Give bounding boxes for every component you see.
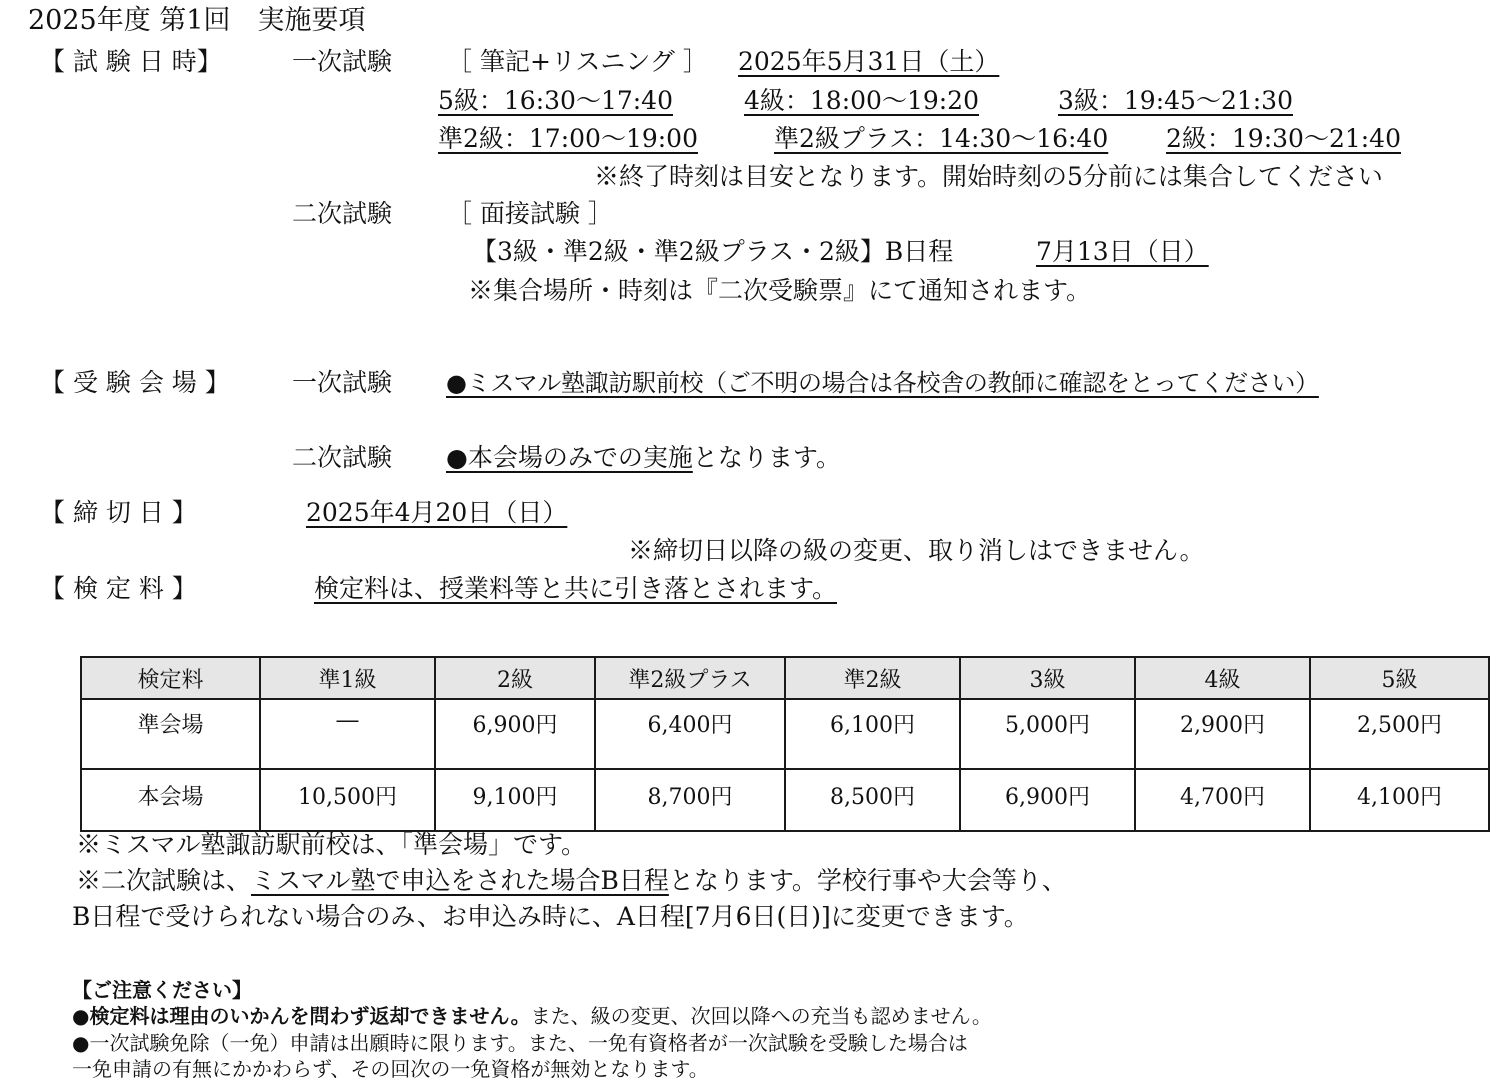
venue-second-text — [446, 443, 841, 473]
fee-table-header: 準2級プラス — [595, 657, 785, 699]
fee-table — [80, 656, 1490, 832]
after-note-1: ※ミスマル塾諏訪駅前校は、「準会場」です。 — [76, 830, 587, 859]
table-cell: ― — [260, 699, 435, 769]
deadline-label: 【 締 切 日 】 — [40, 498, 197, 527]
first-exam-note: ※終了時刻は目安となります。開始時刻の5分前には集合してください — [594, 162, 1383, 191]
after-note-2-underlined: ミスマル塾で申込をされた場合B日程 — [251, 866, 669, 895]
fee-table-header: 5級 — [1310, 657, 1489, 699]
venue-label: 【 受 験 会 場 】 — [40, 368, 230, 397]
venue-first-label: 一次試験 — [292, 368, 393, 397]
table-cell: 6,900円 — [960, 769, 1135, 831]
fee-table-header: 準1級 — [260, 657, 435, 699]
caution-item-2-line1: ●一次試験免除（一免）申請は出願時に限ります。また、一免有資格者が一次試験を受験した場合は — [72, 1031, 968, 1055]
table-cell: 6,400円 — [595, 699, 785, 769]
caution-title: 【ご注意ください】 — [72, 978, 252, 1002]
time-grade5: 5級：16:30～17:40 — [438, 86, 673, 115]
fee-table-header: 3級 — [960, 657, 1135, 699]
table-row — [81, 699, 1489, 769]
time-grade3: 3級：19:45～21:30 — [1058, 86, 1293, 115]
table-cell: 8,500円 — [785, 769, 960, 831]
after-note-2-b: となります。学校行事や大会等り、 — [668, 866, 1067, 895]
table-row — [81, 769, 1489, 831]
after-note-2 — [76, 866, 1067, 896]
time-grade4: 4級：18:00～19:20 — [744, 86, 979, 115]
table-cell: 5,000円 — [960, 699, 1135, 769]
table-cell: 4,100円 — [1310, 769, 1489, 831]
venue-first-text: ●ミスマル塾諏訪駅前校（ご不明の場合は各校舎の教師に確認をとってください） — [446, 369, 1319, 397]
table-cell: 8,700円 — [595, 769, 785, 831]
table-cell: 6,900円 — [435, 699, 595, 769]
venue-second-rest: となります。 — [692, 443, 841, 472]
time-pre2: 準2級：17:00～19:00 — [438, 124, 698, 153]
fee-table-header: 4級 — [1135, 657, 1310, 699]
fee-text: 検定料は、授業料等と共に引き落とされます。 — [314, 574, 838, 603]
time-pre2-plus: 準2級プラス：14:30～16:40 — [774, 124, 1109, 153]
venue-second-underlined: ●本会場のみでの実施 — [446, 443, 693, 472]
time-grade2: 2級：19:30～21:40 — [1166, 124, 1401, 153]
second-exam-grades: 【3級・準2級・準2級プラス・2級】B日程 — [472, 237, 954, 266]
caution-item-2-line2: 一免申請の有無にかかわらず、その回次の一免資格が無効となります。 — [72, 1057, 709, 1081]
second-exam-label: 二次試験 — [292, 199, 393, 228]
deadline-note: ※締切日以降の級の変更、取り消しはできません。 — [628, 536, 1205, 565]
table-cell: 6,100円 — [785, 699, 960, 769]
second-exam-note: ※集合場所・時刻は『二次受験票』にて通知されます。 — [468, 276, 1092, 305]
fee-table-header: 2級 — [435, 657, 595, 699]
table-cell: 準会場 — [81, 699, 260, 769]
first-exam-type: ［ 筆記+リスニング ］ — [447, 47, 708, 76]
first-exam-label: 一次試験 — [292, 47, 393, 76]
second-exam-date: 7月13日（日） — [1036, 237, 1209, 266]
caution-item-1 — [72, 1003, 992, 1029]
fee-table-header: 準2級 — [785, 657, 960, 699]
table-cell: 4,700円 — [1135, 769, 1310, 831]
caution-item-1-rest: また、級の変更、次回以降への充当も認めません。 — [530, 1004, 992, 1028]
exam-datetime-label: 【 試 験 日 時】 — [40, 47, 222, 76]
caution-item-1-bold: ●検定料は理由のいかんを問わず返却できません。 — [72, 1004, 531, 1028]
fee-label: 【 検 定 料 】 — [40, 574, 197, 603]
page-title: 2025年度 第1回 実施要項 — [28, 5, 366, 36]
after-note-2-a: ※二次試験は、 — [76, 866, 252, 895]
first-exam-date: 2025年5月31日（土） — [738, 47, 1000, 76]
second-exam-type: ［ 面接試験 ］ — [447, 199, 613, 228]
after-note-3: B日程で受けられない場合のみ、お申込み時に、A日程[7月6日(日)]に変更できます。 — [72, 902, 1029, 931]
table-cell: 2,500円 — [1310, 699, 1489, 769]
table-cell: 10,500円 — [260, 769, 435, 831]
table-cell: 2,900円 — [1135, 699, 1310, 769]
fee-table-header-row — [81, 657, 1489, 699]
venue-second-label: 二次試験 — [292, 443, 393, 472]
fee-table-header: 検定料 — [81, 657, 260, 699]
table-cell: 本会場 — [81, 769, 260, 831]
table-cell: 9,100円 — [435, 769, 595, 831]
deadline-date: 2025年4月20日（日） — [306, 498, 568, 527]
